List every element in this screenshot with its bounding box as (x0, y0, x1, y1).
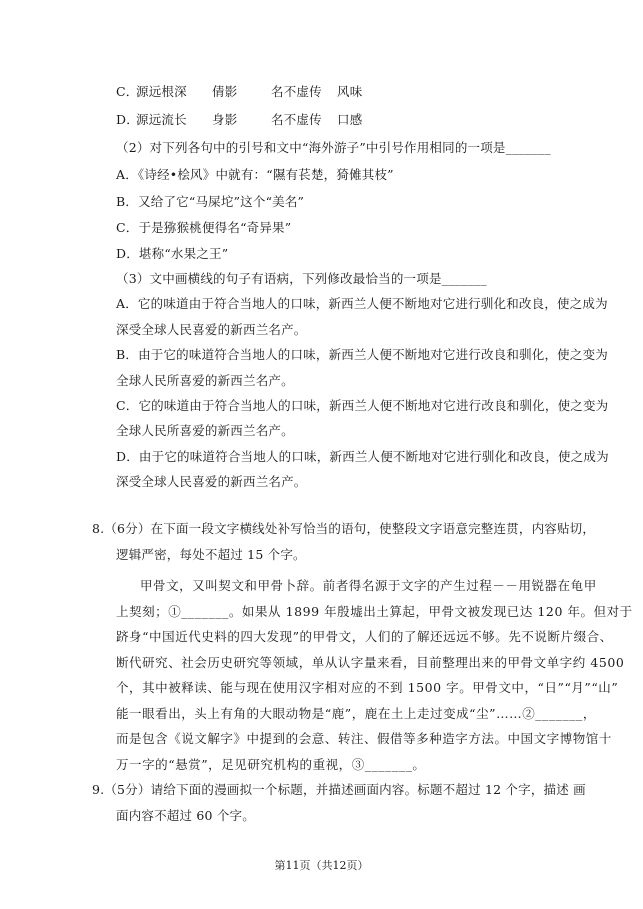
q7-3-option-d-line-1: D．由于它的味道符合当地人的口味，新西兰人便不断地对它进行驯化和改良，使之成为 (116, 449, 609, 464)
q7-2-option-a: A．《诗经•桧风》中就有：“隰有苌楚，猗傩其枝” (116, 167, 394, 182)
option-d-word-1: 源远流长 (136, 112, 187, 127)
q8-passage-line-4: 断代研究、社会历史研究等领域，单从认字量来看，目前整理出来的甲骨文单字约 4500 (116, 655, 625, 670)
q8-passage-line-6: 能一眼看出，头上有角的大眼动物是“鹿”，鹿在土上走过变成“尘”……②_______， (116, 706, 596, 721)
option-c-word-4: 风味 (337, 84, 363, 99)
q8-stem-line-1: 8.（6分）在下面一段文字横线处补写恰当的语句，使整段文字语意完整连贯，内容贴切， (92, 521, 596, 536)
q7-3-option-c-line-1: C．它的味道由于符合当地人的口味，新西兰人便不断地对它进行改良和驯化，使之变为 (116, 398, 609, 413)
q7-2-option-d: D．堪称“水果之王” (116, 246, 229, 261)
option-d-word-2: 身影 (212, 112, 238, 127)
q7-3-option-d-line-2: 深受全球人民喜爱的新西兰名产。 (116, 474, 307, 489)
q7-2-stem: （2）对下列各句中的引号和文中“海外游子”中引号作用相同的一项是_______ (116, 140, 551, 155)
option-c-word-1: C． (116, 84, 139, 99)
q9-stem-line-1: 9.（5分）请给下面的漫画拟一个标题，并描述画面内容。标题不超过 12 个字，描述 画 (92, 782, 586, 797)
q7-3-stem: （3）文中画横线的句子有语病，下列修改最恰当的一项是_______ (116, 271, 487, 286)
q8-passage-line-3: 跻身“中国近代史料的四大发现”的甲骨文，人们的了解还远远不够。先不说断片缀合、 (116, 629, 613, 644)
q8-passage-line-8: 万一字的“悬赏”，足见研究机构的重视，③_______。 (116, 757, 426, 772)
q7-2-option-c: C．于是猕猴桃便得名“奇异果” (116, 220, 292, 235)
option-c-word-3: 名不虚传 (271, 84, 322, 99)
page-footer: 第11页（共12页） (274, 859, 369, 872)
q8-passage-line-7: 而是包含《说文解字》中提到的会意、转注、假借等多种造字方法。中国文字博物馆十 (116, 731, 612, 746)
q7-3-option-a-line-1: A．它的味道由于符合当地人的口味，新西兰人便不断地对它进行驯化和改良，使之成为 (116, 296, 608, 311)
q8-passage-line-2: 上契刻；①_______。如果从 1899 年殷墟出土算起，甲骨文被发现已达 120 年。但对于 (116, 604, 633, 619)
option-c-word-1b: 源远根深 (136, 84, 187, 99)
option-d-letter: D． (116, 112, 139, 127)
q7-2-option-b: B．又给了它“马屎坨”这个“美名” (116, 194, 305, 209)
q8-stem-line-2: 逻辑严密，每处不超过 15 个字。 (116, 547, 306, 562)
q7-1-option-d (116, 112, 362, 128)
option-c-word-2: 倩影 (212, 84, 238, 99)
q7-1-option-c (116, 84, 362, 100)
option-d-word-3: 名不虚传 (271, 112, 322, 127)
q7-3-option-c-line-2: 全球人民所喜爱的新西兰名产。 (116, 423, 294, 438)
q7-3-option-a-line-2: 深受全球人民喜爱的新西兰名产。 (116, 322, 307, 337)
q9-stem-line-2: 面内容不超过 60 个字。 (116, 808, 255, 823)
q8-passage-line-5: 个，其中被释读、能与现在使用汉字相对应的不到 1500 字。甲骨文中，“日”“月”“山” (116, 680, 619, 695)
q7-3-option-b-line-2: 全球人民所喜爱的新西兰名产。 (116, 373, 294, 388)
q7-3-option-b-line-1: B．由于它的味道符合当地人的口味，新西兰人便不断地对它进行改良和驯化，使之变为 (116, 347, 608, 362)
option-d-word-4: 口感 (337, 112, 363, 127)
q8-passage-line-1: 甲骨文，又叫契文和甲骨卜辞。前者得名源于文字的产生过程－－用锐器在龟甲 (140, 578, 597, 593)
